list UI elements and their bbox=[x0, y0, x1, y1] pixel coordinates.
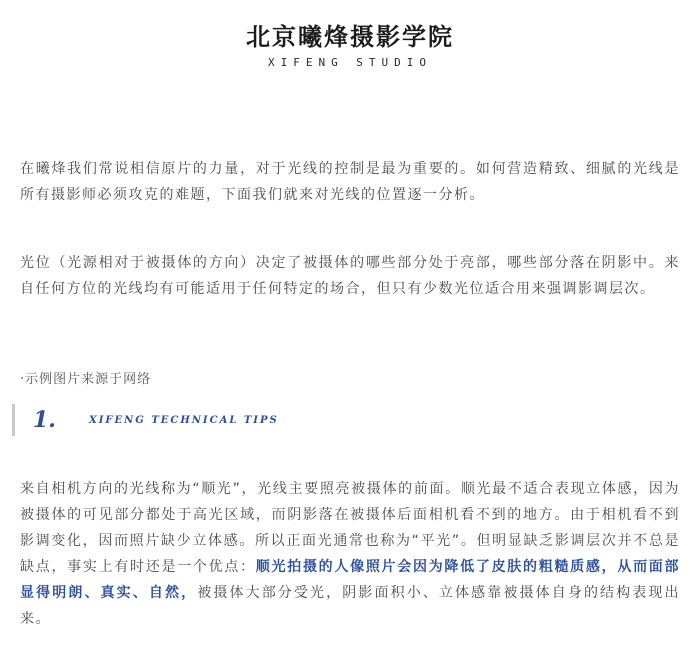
brand-header bbox=[0, 22, 700, 70]
front-light-text-end: 被摄体大部分受光，阴影面积小、立体感靠被摄体自身的结构表现出来。 bbox=[20, 585, 681, 627]
brand-subtitle: XIFENG STUDIO bbox=[267, 56, 433, 69]
light-position-paragraph: 光位（光源相对于被摄体的方向）决定了被摄体的哪些部分处于亮部，哪些部分落在阴影中。来自任何方位的光线均有可能适用于任何特定的场合，但只有少数光位适合用来强调影调层次。 bbox=[20, 255, 680, 297]
tip-heading bbox=[12, 404, 675, 436]
front-light-highlight: 顺光拍摄的人像照片会因为降低了皮肤的粗糙质感，从而面部显得明朗、真实、自然， bbox=[20, 559, 681, 601]
front-light-paragraph bbox=[20, 476, 680, 632]
front-light-text: 来自相机方向的光线称为“顺光”，光线主要照亮被摄体的前面。顺光最不适合表现立体感，因为被摄体的可见部分都处于高光区域，而阴影落在被摄体后面相机看不到的地方。由于相机看不到影调变化，因而照片缺少立体感。所以正面光通常也称为“平光”。但明显缺乏影调层次并不总是缺点，事实上有时还是一个优点： bbox=[20, 481, 680, 575]
tip-label: XIFENG TECHNICAL TIPS bbox=[89, 415, 279, 426]
intro-paragraph: 在曦烽我们常说相信原片的力量，对于光线的控制是最为重要的。如何营造精致、细腻的光线是所有摄影师必须攻克的难题，下面我们就来对光线的位置逐一分析。 bbox=[20, 161, 680, 203]
brand-title: 北京曦烽摄影学院 bbox=[246, 23, 454, 51]
tip-number: 1. bbox=[33, 407, 56, 433]
image-source-note: ·示例图片来源于网络 bbox=[20, 372, 152, 387]
